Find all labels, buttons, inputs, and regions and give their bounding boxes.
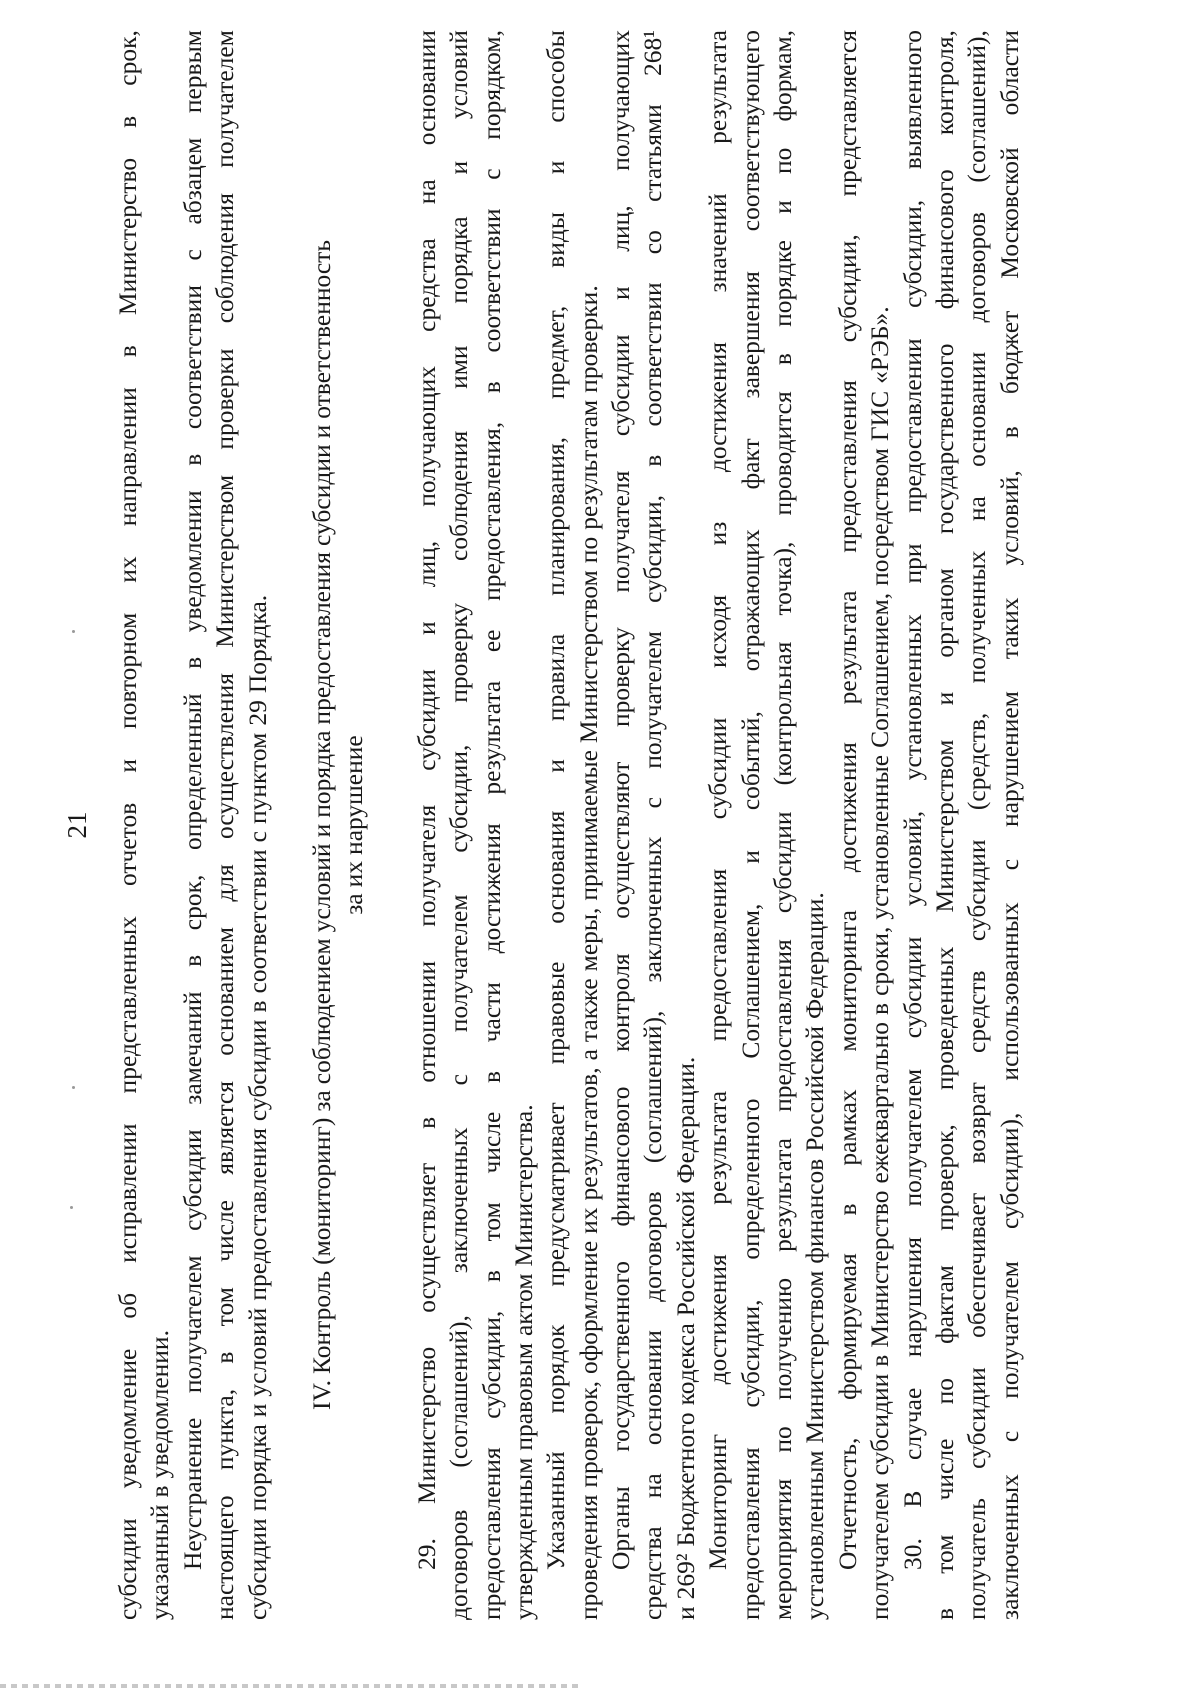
- text-line: договоров (соглашений), заключенных с получателем субсидии, проверку соблюдения ими порядка и условий: [444, 30, 474, 1620]
- text-line: Органы государственного финансового контроля осуществляют проверку получателя субсидии и лиц, получающих: [606, 30, 636, 1570]
- text-line: Отчетность, формируемая в рамках мониторинга достижения результата предоставления субсидии, представляется: [832, 30, 862, 1570]
- page-number: 21: [62, 811, 92, 839]
- text-line: проведения проверок, оформление их результатов, а также меры, принимаемые Министерством по результатам проверки.: [573, 285, 603, 1620]
- document-body: [112, 30, 1026, 1620]
- text-line: 29. Министерство осуществляет в отношении получателя субсидии и лиц, получающих средства на основании: [411, 30, 441, 1570]
- scan-dust-dot: [72, 630, 75, 633]
- text-line: Мониторинг достижения результата предоставления субсидии исходя из достижения значений результата: [703, 30, 733, 1570]
- text-line: предоставления субсидии, в том числе в части достижения результата ее предоставления, в соответствии с порядком,: [476, 30, 506, 1620]
- paragraph-gap: [371, 30, 411, 1620]
- text-line: установленным Министерством финансов Российской Федерации.: [800, 892, 830, 1620]
- text-line: получателем субсидии в Министерство ежеквартально в сроки, установленные Соглашением, посредством ГИС «РЭБ».: [865, 306, 895, 1620]
- paragraph-gap: [274, 30, 306, 1620]
- scan-dust-dot: [70, 1206, 73, 1209]
- rotated-page: [62, 30, 1026, 1620]
- scan-dust-dot: [72, 1086, 75, 1089]
- text-line: утвержденным правовым актом Министерства.: [508, 1104, 538, 1620]
- text-line: настоящего пункта, в том числе является основанием для осуществления Министерством проверки соблюдения получателем: [210, 30, 240, 1620]
- text-line: в том числе по фактам проверок, проведенных Министерством и органом государственного финансового контроля,: [929, 30, 959, 1620]
- text-line: субсидии уведомление об исправлении представленных отчетов и повторном их направлении в Министерство в срок,: [113, 30, 142, 1620]
- section-heading-line: за их нарушение: [339, 735, 369, 915]
- section-heading-line: IV. Контроль (мониторинг) за соблюдением условий и порядка предоставления субсидии и ответственность: [306, 240, 336, 1410]
- text-line: Указанный порядок предусматривает правовые основания и правила планирования, предмет, виды и способы: [541, 30, 571, 1570]
- text-line: Неустранение получателем субсидии замечаний в срок, определенный в уведомлении в соответствии с абзацем первым: [177, 30, 207, 1570]
- scan-artifact-line: [0, 1684, 580, 1688]
- text-line: средства на основании договоров (соглашений), заключенных с получателем субсидии, в соответствии со статьями 268¹: [638, 30, 668, 1620]
- text-line: указанный в уведомлении.: [145, 1330, 175, 1620]
- text-line: 30. В случае нарушения получателем субсидии условий, установленных при предоставлении субсидии, выявленного: [897, 30, 927, 1570]
- text-line: и 269² Бюджетного кодекса Российской Федерации.: [670, 1056, 700, 1620]
- text-line: субсидии порядка и условий предоставления субсидии в соответствии с пунктом 29 Порядка.: [242, 594, 272, 1620]
- text-line: заключенных с получателем субсидии), использованных с нарушением таких условий, в бюджет Московской области: [994, 30, 1024, 1620]
- text-line: получатель субсидии обеспечивает возврат средств субсидии (средств, полученных на основании договоров (соглашений),: [962, 30, 992, 1620]
- text-line: предоставления субсидии, определенного Соглашением, и событий, отражающих факт завершения соответствующего: [735, 30, 765, 1620]
- text-line: мероприятия по получению результата предоставления субсидии (контрольная точка), проводится в порядке и по формам,: [768, 30, 798, 1620]
